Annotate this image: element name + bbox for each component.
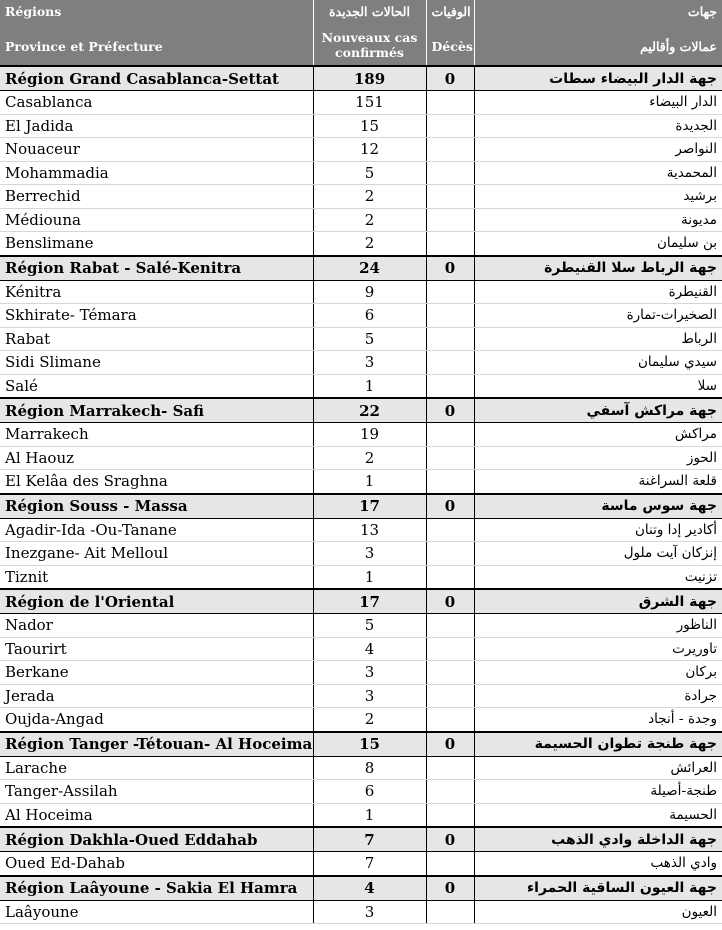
province-new-cases: 3 [313, 351, 426, 375]
province-row [0, 780, 722, 804]
province-new-cases: 5 [313, 327, 426, 351]
province-new-cases: 6 [313, 780, 426, 804]
province-row [0, 280, 722, 304]
province-new-cases: 151 [313, 91, 426, 115]
region-name-fr: Région de l'Oriental [0, 589, 313, 614]
province-new-cases: 3 [313, 684, 426, 708]
header-regions-fr: Régions [0, 0, 313, 28]
province-name-fr: Rabat [0, 327, 313, 351]
province-name-fr: Sidi Slimane [0, 351, 313, 375]
region-deaths: 0 [426, 494, 474, 519]
province-row [0, 708, 722, 732]
province-name-ar: الحوز [474, 446, 722, 470]
table-header [0, 0, 722, 66]
province-deaths [426, 614, 474, 638]
region-row [0, 589, 722, 614]
province-new-cases: 3 [313, 542, 426, 566]
province-name-ar: العرائش [474, 756, 722, 780]
province-row [0, 185, 722, 209]
province-name-ar: طنجة-أصيلة [474, 780, 722, 804]
province-name-ar: الدار البيضاء [474, 91, 722, 115]
province-row [0, 756, 722, 780]
province-deaths [426, 852, 474, 876]
province-name-fr: Mohammadia [0, 161, 313, 185]
region-deaths: 0 [426, 827, 474, 852]
province-name-ar: الناظور [474, 614, 722, 638]
province-name-ar: المحمدية [474, 161, 722, 185]
province-name-fr: Berkane [0, 661, 313, 685]
province-deaths [426, 803, 474, 827]
region-deaths: 0 [426, 876, 474, 901]
province-deaths [426, 114, 474, 138]
province-new-cases: 15 [313, 114, 426, 138]
province-new-cases: 6 [313, 304, 426, 328]
province-new-cases: 7 [313, 852, 426, 876]
region-row [0, 827, 722, 852]
region-name-fr: Région Dakhla-Oued Eddahab [0, 827, 313, 852]
province-deaths [426, 208, 474, 232]
province-row [0, 803, 722, 827]
province-deaths [426, 708, 474, 732]
region-new-cases: 7 [313, 827, 426, 852]
province-name-fr: Marrakech [0, 423, 313, 447]
region-name-ar: جهة سوس ماسة [474, 494, 722, 519]
province-deaths [426, 161, 474, 185]
province-name-ar: الرباط [474, 327, 722, 351]
province-name-fr: Inezgane- Ait Melloul [0, 542, 313, 566]
province-name-ar: سيدي سليمان [474, 351, 722, 375]
region-name-fr: Région Tanger -Tétouan- Al Hoceima [0, 732, 313, 757]
province-new-cases: 1 [313, 470, 426, 494]
province-row [0, 304, 722, 328]
province-deaths [426, 374, 474, 398]
province-row [0, 565, 722, 589]
province-name-fr: Tiznit [0, 565, 313, 589]
province-name-fr: Larache [0, 756, 313, 780]
province-name-ar: برشيد [474, 185, 722, 209]
province-row [0, 208, 722, 232]
province-name-fr: Casablanca [0, 91, 313, 115]
province-deaths [426, 780, 474, 804]
province-name-fr: Kénitra [0, 280, 313, 304]
province-new-cases: 1 [313, 374, 426, 398]
header-regions-ar: جهات [474, 0, 722, 28]
province-name-fr: El Kelâa des Sraghna [0, 470, 313, 494]
province-deaths [426, 565, 474, 589]
province-name-ar: تاوريرت [474, 637, 722, 661]
province-deaths [426, 91, 474, 115]
province-new-cases: 2 [313, 232, 426, 256]
province-deaths [426, 351, 474, 375]
province-row [0, 138, 722, 162]
province-name-ar: الجديدة [474, 114, 722, 138]
province-name-fr: Skhirate- Témara [0, 304, 313, 328]
province-name-fr: Nador [0, 614, 313, 638]
header-deaths-fr: Décès [426, 28, 474, 66]
province-row [0, 327, 722, 351]
province-name-ar: وادي الذهب [474, 852, 722, 876]
region-deaths: 0 [426, 732, 474, 757]
region-row [0, 732, 722, 757]
province-name-ar: النواصر [474, 138, 722, 162]
region-deaths: 0 [426, 589, 474, 614]
province-name-fr: Oued Ed-Dahab [0, 852, 313, 876]
region-new-cases: 4 [313, 876, 426, 901]
province-name-fr: Agadir-Ida -Ou-Tanane [0, 518, 313, 542]
province-new-cases: 12 [313, 138, 426, 162]
province-deaths [426, 446, 474, 470]
province-new-cases: 1 [313, 803, 426, 827]
province-name-fr: Tanger-Assilah [0, 780, 313, 804]
province-deaths [426, 423, 474, 447]
region-name-fr: Région Souss - Massa [0, 494, 313, 519]
province-row [0, 684, 722, 708]
province-row [0, 232, 722, 256]
region-row [0, 494, 722, 519]
region-name-fr: Région Grand Casablanca-Settat [0, 66, 313, 91]
province-new-cases: 2 [313, 185, 426, 209]
province-deaths [426, 470, 474, 494]
region-name-fr: Région Rabat - Salé-Kenitra [0, 256, 313, 281]
province-row [0, 91, 722, 115]
region-deaths: 0 [426, 398, 474, 423]
province-new-cases: 3 [313, 661, 426, 685]
region-deaths: 0 [426, 256, 474, 281]
province-row [0, 423, 722, 447]
province-name-ar: قلعة السراغنة [474, 470, 722, 494]
province-row [0, 351, 722, 375]
province-deaths [426, 138, 474, 162]
province-name-fr: Jerada [0, 684, 313, 708]
header-province-ar: عمالات وأقاليم [474, 28, 722, 66]
province-name-ar: إنزكان آيت ملول [474, 542, 722, 566]
province-new-cases: 4 [313, 637, 426, 661]
region-deaths: 0 [426, 66, 474, 91]
province-new-cases: 2 [313, 708, 426, 732]
region-new-cases: 22 [313, 398, 426, 423]
region-name-ar: جهة مراكش آسفي [474, 398, 722, 423]
province-new-cases: 2 [313, 208, 426, 232]
province-name-ar: بن سليمان [474, 232, 722, 256]
province-name-fr: Médiouna [0, 208, 313, 232]
province-new-cases: 5 [313, 161, 426, 185]
region-name-ar: جهة العيون الساقية الحمراء [474, 876, 722, 901]
region-row [0, 66, 722, 91]
province-deaths [426, 518, 474, 542]
province-name-fr: Al Hoceima [0, 803, 313, 827]
province-deaths [426, 684, 474, 708]
region-new-cases: 17 [313, 494, 426, 519]
province-name-ar: الحسيمة [474, 803, 722, 827]
province-row [0, 374, 722, 398]
province-deaths [426, 327, 474, 351]
region-name-fr: Région Laâyoune - Sakia El Hamra [0, 876, 313, 901]
province-name-ar: سلا [474, 374, 722, 398]
province-name-fr: Laâyoune [0, 900, 313, 924]
province-row [0, 470, 722, 494]
province-name-fr: El Jadida [0, 114, 313, 138]
province-name-ar: بركان [474, 661, 722, 685]
province-row [0, 161, 722, 185]
region-row [0, 876, 722, 901]
province-name-ar: الصخيرات-تمارة [474, 304, 722, 328]
province-name-ar: العيون [474, 900, 722, 924]
province-deaths [426, 900, 474, 924]
province-new-cases: 8 [313, 756, 426, 780]
region-new-cases: 15 [313, 732, 426, 757]
province-row [0, 114, 722, 138]
region-name-ar: جهة الدار البيضاء سطات [474, 66, 722, 91]
region-name-ar: جهة الرباط سلا القنيطرة [474, 256, 722, 281]
province-deaths [426, 661, 474, 685]
table-body [0, 66, 722, 924]
province-name-fr: Al Haouz [0, 446, 313, 470]
header-province-fr: Province et Préfecture [0, 28, 313, 66]
region-new-cases: 189 [313, 66, 426, 91]
province-new-cases: 13 [313, 518, 426, 542]
province-deaths [426, 542, 474, 566]
province-name-ar: جرادة [474, 684, 722, 708]
province-deaths [426, 756, 474, 780]
province-name-ar: القنيطرة [474, 280, 722, 304]
region-name-ar: جهة الداخلة وادي الذهب [474, 827, 722, 852]
province-row [0, 852, 722, 876]
header-new-cases-ar: الحالات الجديدة [313, 0, 426, 28]
province-row [0, 614, 722, 638]
province-deaths [426, 637, 474, 661]
province-name-ar: وجدة - أنجاد [474, 708, 722, 732]
province-new-cases: 2 [313, 446, 426, 470]
province-row [0, 637, 722, 661]
province-row [0, 542, 722, 566]
province-new-cases: 1 [313, 565, 426, 589]
province-deaths [426, 304, 474, 328]
province-new-cases: 5 [313, 614, 426, 638]
header-new-cases-fr: Nouveaux cas confirmés [313, 28, 426, 66]
province-deaths [426, 280, 474, 304]
province-row [0, 446, 722, 470]
province-new-cases: 9 [313, 280, 426, 304]
region-name-fr: Région Marrakech- Safi [0, 398, 313, 423]
province-deaths [426, 232, 474, 256]
province-name-ar: تزنيت [474, 565, 722, 589]
region-new-cases: 17 [313, 589, 426, 614]
province-new-cases: 19 [313, 423, 426, 447]
province-name-ar: أكادير إدا وتنان [474, 518, 722, 542]
province-row [0, 900, 722, 924]
province-name-fr: Nouaceur [0, 138, 313, 162]
province-name-fr: Taourirt [0, 637, 313, 661]
province-row [0, 661, 722, 685]
province-name-fr: Salé [0, 374, 313, 398]
province-name-ar: مديونة [474, 208, 722, 232]
province-name-fr: Benslimane [0, 232, 313, 256]
province-name-ar: مراكش [474, 423, 722, 447]
province-name-fr: Oujda-Angad [0, 708, 313, 732]
province-new-cases: 3 [313, 900, 426, 924]
region-name-ar: جهة الشرق [474, 589, 722, 614]
region-row [0, 256, 722, 281]
province-deaths [426, 185, 474, 209]
region-new-cases: 24 [313, 256, 426, 281]
header-deaths-ar: الوفيات [426, 0, 474, 28]
region-name-ar: جهة طنجة تطوان الحسيمة [474, 732, 722, 757]
province-name-fr: Berrechid [0, 185, 313, 209]
province-row [0, 518, 722, 542]
region-row [0, 398, 722, 423]
